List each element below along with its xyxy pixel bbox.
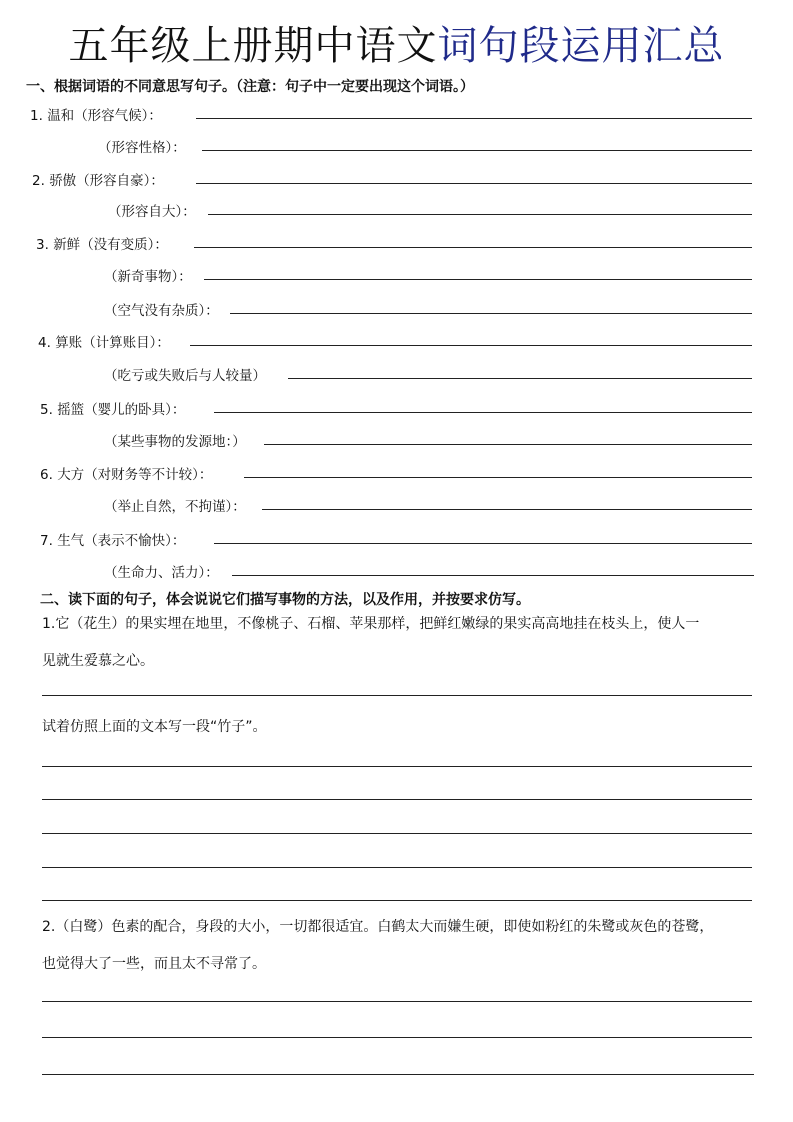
answer-line[interactable]: [230, 313, 752, 314]
answer-line[interactable]: [288, 378, 752, 379]
item-number: 1.: [30, 108, 43, 124]
answer-line[interactable]: [42, 799, 752, 800]
item-number: 4.: [38, 335, 51, 351]
section2-heading: 二、读下面的句子，体会说说它们描写事物的方法，以及作用，并按要求仿写。: [40, 592, 530, 608]
item-5-line-1: [40, 401, 185, 419]
item-word: 新鲜: [53, 237, 81, 253]
item-word: 摇篮: [57, 402, 85, 418]
title-part2: 词句段运用汇总: [437, 23, 725, 69]
item-number: 2.: [32, 173, 45, 189]
answer-line[interactable]: [190, 345, 752, 346]
item-word: 算账: [55, 335, 83, 351]
section1-heading: 一、根据词语的不同意思写句子。（注意：句子中一定要出现这个词语。）: [26, 79, 474, 95]
item-1-line-1: [30, 107, 162, 125]
item-sense: （空气没有杂质）：: [104, 303, 219, 319]
item-2-line-1: [32, 172, 164, 190]
item-word: 生气: [57, 533, 85, 549]
answer-line[interactable]: [42, 1074, 754, 1075]
answer-line[interactable]: [208, 214, 752, 215]
answer-line[interactable]: [264, 444, 752, 445]
answer-line[interactable]: [244, 477, 752, 478]
answer-line[interactable]: [214, 543, 752, 544]
item-number: 3.: [36, 237, 49, 253]
answer-line[interactable]: [42, 1037, 752, 1038]
item-word: 骄傲: [49, 173, 77, 189]
answer-line[interactable]: [194, 247, 752, 248]
answer-line[interactable]: [204, 279, 752, 280]
answer-line[interactable]: [42, 900, 752, 901]
answer-line[interactable]: [202, 150, 752, 151]
item-sense: （婴儿的卧具）：: [84, 402, 186, 418]
item-word: 温和: [47, 108, 75, 124]
question-1-text-line-1: 1.它（花生）的果实埋在地里，不像桃子、石榴、苹果那样，把鲜红嫩绿的果实高高地挂在枝头上，使人一: [42, 616, 700, 632]
item-sense: （形容自豪）：: [76, 173, 164, 189]
question-2-text-line-2: 也觉得大了一些，而且太不寻常了。: [42, 956, 266, 972]
item-sense: （对财务等不计较）：: [84, 467, 213, 483]
title-part1: 五年级上册期中语文: [68, 23, 438, 69]
answer-line[interactable]: [42, 867, 752, 868]
item-sense: （没有变质）：: [80, 237, 168, 253]
question-1-text-line-2: 见就生爱慕之心。: [42, 653, 154, 669]
item-sense: （形容性格）：: [98, 140, 186, 156]
item-sense: （举止自然，不拘谨）：: [104, 499, 246, 515]
item-sense: （计算账目）：: [82, 335, 170, 351]
item-sense: （形容气候）：: [74, 108, 162, 124]
answer-line[interactable]: [232, 575, 754, 576]
item-sense: （新奇事物）：: [104, 269, 192, 285]
item-sense: （表示不愉快）：: [84, 533, 186, 549]
answer-line[interactable]: [262, 509, 752, 510]
item-4-line-1: [38, 334, 170, 352]
page-title: [0, 22, 793, 70]
answer-line[interactable]: [196, 118, 752, 119]
answer-line[interactable]: [42, 766, 752, 767]
item-7-line-1: [40, 532, 185, 550]
item-sense: （吃亏或失败后与人较量）: [104, 368, 266, 384]
answer-line[interactable]: [42, 833, 752, 834]
item-number: 7.: [40, 533, 53, 549]
item-sense: （形容自大）：: [108, 204, 196, 220]
item-number: 6.: [40, 467, 53, 483]
item-6-line-1: [40, 466, 212, 484]
item-sense: （生命力、活力）：: [104, 565, 219, 581]
item-word: 大方: [57, 467, 85, 483]
item-3-line-1: [36, 236, 168, 254]
question-2-text-line-1: 2.（白鹭）色素的配合，身段的大小，一切都很适宜。白鹤太大而嫌生硬，即使如粉红的朱鹭或灰色的苍鹭，: [42, 919, 714, 935]
answer-line[interactable]: [42, 695, 752, 696]
question-1-instruction: 试着仿照上面的文本写一段“竹子”。: [42, 719, 267, 735]
item-number: 5.: [40, 402, 53, 418]
item-sense: （某些事物的发源地：）: [104, 434, 246, 450]
answer-line[interactable]: [196, 183, 752, 184]
answer-line[interactable]: [42, 1001, 752, 1002]
answer-line[interactable]: [214, 412, 752, 413]
